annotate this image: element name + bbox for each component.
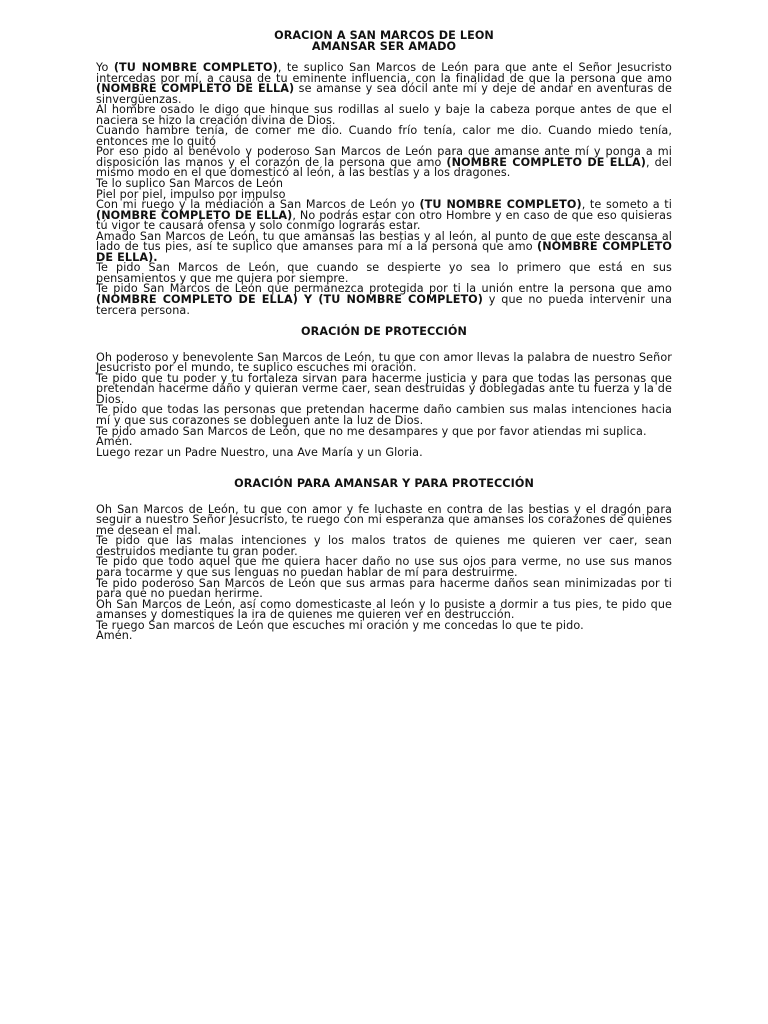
text-run: , del mismo modo en el que domesticó al león, a las bestias y a los dragones.: [96, 155, 672, 180]
paragraph: [96, 147, 672, 179]
paragraph: Oh San Marcos de León, tu que con amor y fe luchaste en contra de las bestias y el dragón para seguir a nuestro Señor Jesucristo, te ruego con mi esperanza que amanses los corazones de quienes me desean el mal.: [96, 502, 672, 537]
paragraph: Piel por piel, impulso por impulso: [96, 187, 286, 201]
section-title: ORACIÓN DE PROTECCIÓN: [301, 325, 467, 339]
paragraph: Te pido que tu poder y tu fortaleza sirvan para hacerme justicia y para que todas las personas que pretendan hacerme daño y quieran verme caer, sean destruidas y doblegadas ante tu fuerza y la de Dios.: [96, 371, 672, 406]
text-run: Amado San Marcos de León, tu que amansas las bestias y al león, al punto de que este descansa al lado de tus pies, así te suplico que amanses para mí a la persona que amo: [96, 229, 672, 254]
text-run: , te suplico San Marcos de León para que ante el Señor Jesucristo intercedas por mí, a causa de tu eminente influencia, con la finalidad de que la persona que amo: [96, 61, 672, 85]
paragraph: Te pido que todo aquel que me quiera hacer daño no use sus ojos para verme, no use sus manos para tocarme y que sus lenguas no puedan hablar de mí para destruirme.: [96, 555, 672, 579]
paragraph: Te ruego San marcos de León que escuches mi oración y me concedas lo que te pido.: [96, 618, 584, 632]
text-run: se amanse y sea dócil ante mí y deje de andar en aventuras de sinvergüenzas.: [96, 82, 672, 106]
placeholder-bold: (NOMBRE COMPLETO DE ELLA).: [96, 240, 672, 264]
document-page: [96, 30, 672, 642]
section-taming-protection-prayer: [96, 479, 672, 642]
placeholder-bold: (NOMBRE COMPLETO DE ELLA): [446, 155, 646, 169]
placeholder-bold: (NOMBRE COMPLETO DE ELLA) Y (TU NOMBRE COMPLETO): [96, 293, 484, 307]
document-title: [96, 30, 672, 52]
section-main-prayer: [96, 63, 672, 316]
text-run: Te pido San Marcos de León que permanezca protegida por ti la unión entre la persona que amo: [96, 282, 672, 296]
paragraph: Te lo suplico San Marcos de León: [96, 177, 284, 191]
paragraph: [96, 63, 672, 105]
paragraph: Cuando hambre tenía, de comer me dio. Cuando frío tenía, calor me dio. Cuando miedo tenía, entonces me lo quitó: [96, 124, 672, 148]
paragraph: Te pido San Marcos de León, que cuando se despierte yo sea lo primero que está en sus pensamientos y que me quiera por siempre.: [96, 261, 672, 285]
placeholder-bold: (NOMBRE COMPLETO DE ELLA): [96, 208, 293, 222]
text-run: Por eso pido al benévolo y poderoso San Marcos de León para que amanse ante mí y ponga a mi disposición las manos y el corazón de la persona que amo: [96, 145, 672, 169]
title-line-2: AMANSAR SER AMADO: [311, 40, 457, 53]
paragraph: Amén.: [96, 629, 133, 643]
placeholder-bold: (TU NOMBRE COMPLETO): [113, 61, 278, 74]
title-line-1: ORACION A SAN MARCOS DE LEON: [274, 29, 494, 42]
placeholder-bold: (TU NOMBRE COMPLETO): [419, 198, 582, 212]
paragraph: Te pido poderoso San Marcos de León que sus armas para hacerme daños sean minimizadas por ti para que no puedan herirme.: [96, 576, 672, 601]
paragraph: [96, 229, 672, 264]
paragraph: Oh poderoso y benevolente San Marcos de León, tu que con amor llevas la palabra de nuestro Señor Jesucristo por el mundo, te suplico escuches mi oración.: [96, 350, 672, 375]
text-run: y que no pueda intervenir una tercera persona.: [96, 293, 672, 317]
paragraph: [96, 200, 672, 232]
section-title: ORACIÓN PARA AMANSAR Y PARA PROTECCIÓN: [234, 477, 534, 491]
paragraph: Luego rezar un Padre Nuestro, una Ave María y un Gloria.: [96, 445, 423, 459]
spacer: [96, 458, 672, 479]
text-run: , te someto a ti: [581, 198, 672, 212]
paragraph: Oh San Marcos de León, así como domesticaste al león y lo pusiste a dormir a tus pies, te pido que amanses y domestiques la ira de quienes me quieren ver en destrucción.: [96, 597, 672, 622]
paragraph: [96, 284, 672, 316]
paragraph: Al hombre osado le digo que hinque sus rodillas al suelo y baje la cabeza porque antes de que el naciera se hizo la creación divina de Dios.: [96, 103, 672, 127]
paragraph: Te pido que todas las personas que pretendan hacerme daño cambien sus malas intenciones hacia mí y que sus corazones se dobleguen ante la luz de Dios.: [96, 403, 672, 427]
text-run: , No podrás estar con otro Hombre y en caso de que eso quisieras tú vigor te causará ofensa y solo conmigo lograrás estar.: [96, 208, 672, 233]
text-run: Yo: [96, 61, 114, 74]
paragraph: Te pido amado San Marcos de León, que no me desampares y que por favor atiendas mi suplica.: [96, 424, 647, 438]
section-protection-prayer: [96, 327, 672, 458]
paragraph: Te pido que las malas intenciones y los malos tratos de quienes me quieren ver caer, sean destruidos mediante tu gran poder.: [96, 534, 672, 558]
placeholder-bold: (NOMBRE COMPLETO DE ELLA): [96, 82, 295, 96]
text-run: Con mi ruego y la mediación a San Marcos de León yo: [96, 198, 420, 212]
paragraph: Amén.: [96, 435, 133, 449]
